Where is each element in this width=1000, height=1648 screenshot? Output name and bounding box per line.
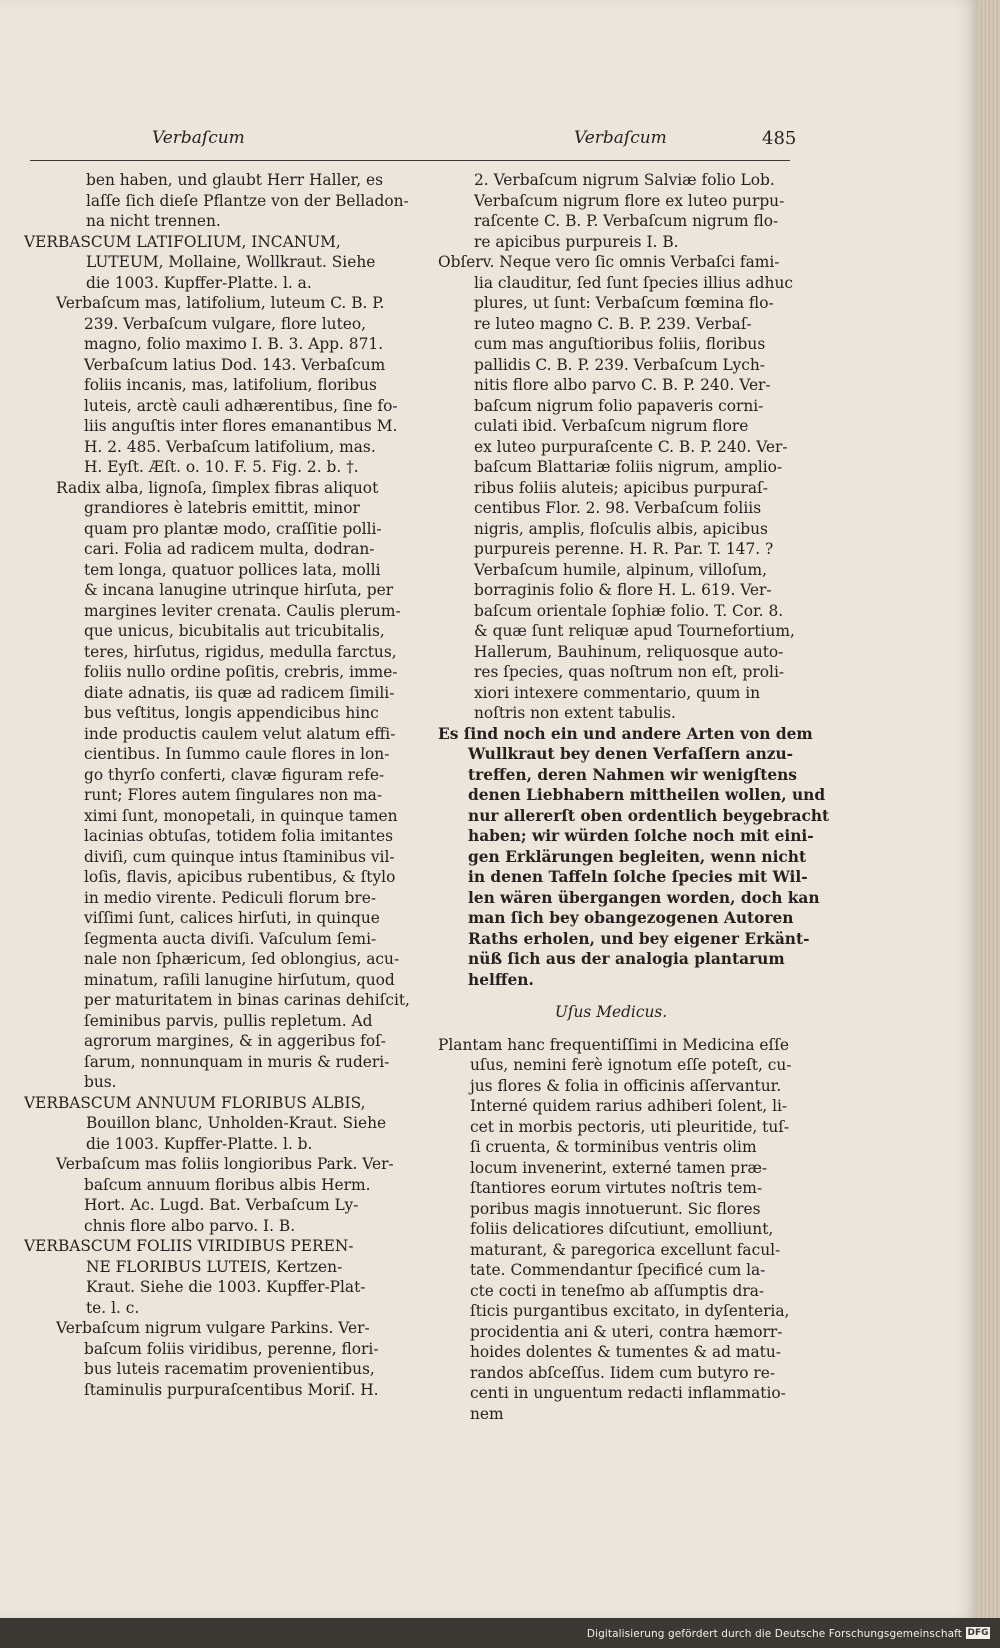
right-text-line: pallidis C. B. P. 239. Verbaſcum Lych-	[474, 355, 765, 374]
right-text-line: denen Liebhabern mittheilen wollen, und	[468, 786, 826, 804]
left-text-line: diviſi, cum quinque intus ſtaminibus vil-	[84, 847, 395, 866]
left-text-line: die 1003. Kupffer-Platte. l. a.	[86, 273, 312, 292]
left-text-line: liis anguſtis inter flores emanantibus M.	[84, 417, 398, 435]
left-text-line: margines leviter crenata. Caulis plerum-	[84, 601, 401, 620]
left-text-line: minatum, raſili lanugine hirſutum, quod	[84, 970, 395, 989]
right-text-line: baſcum nigrum folio papaveris corni-	[474, 396, 764, 415]
right-text-line: jus flores & folia in officinis aſſervantur.	[470, 1076, 782, 1095]
right-text-line: cet in morbis pectoris, uti pleuritide, tuſ-	[470, 1117, 790, 1136]
right-text-line: Plantam hanc frequentiſſimi in Medicina eſſe	[438, 1035, 790, 1054]
right-text-line: poribus magis innotuerunt. Sic flores	[470, 1199, 761, 1218]
right-text-line: in denen Taffeln ſolche ſpecies mit Wil-	[468, 868, 808, 886]
right-text-line: baſcum Blattariæ foliis nigrum, amplio-	[474, 458, 783, 476]
right-text-line: gen Erklärungen begleiten, wenn nicht	[468, 847, 807, 866]
left-text-line: laſſe ſich dieſe Pflantze von der Belladon-	[86, 191, 409, 210]
left-text-line: que unicus, bicubitalis aut tricubitalis,	[84, 622, 385, 640]
right-text-line: ſtantiores eorum virtutes noſtris tem-	[470, 1179, 763, 1197]
left-text-line: viſſimi ſunt, calices hirſuti, in quinque	[84, 909, 380, 927]
right-text-line: man ſich bey obangezogenen Autoren	[468, 909, 794, 927]
right-text-line: uſus, nemini ferè ignotum eſſe poteſt, cu-	[470, 1056, 792, 1074]
right-column	[438, 170, 830, 1424]
left-text-line: lacinias obtuſas, totidem folia imitantes	[84, 827, 393, 845]
left-text-line: inde productis caulem velut alatum effi-	[84, 724, 396, 743]
right-text-line: tate. Commendantur ſpecificé cum la-	[470, 1261, 766, 1279]
right-text-line: hoides dolentes & tumentes & ad matu-	[470, 1343, 781, 1361]
right-text-line: len wären übergangen worden, doch kan	[468, 888, 820, 907]
left-text-line: agrorum margines, & in aggeribus foſ-	[84, 1032, 387, 1050]
right-text-line	[438, 990, 784, 1002]
left-text-line: diate adnatis, iis quæ ad radicem ſimili-	[84, 683, 395, 702]
left-text-line: NE FLORIBUS LUTEIS, Kertzen-	[86, 1257, 343, 1276]
left-text-line: ſtaminulis purpuraſcentibus Moriſ. H.	[84, 1380, 379, 1399]
left-text-line: Verbaſcum mas, latifolium, luteum C. B. P.	[56, 294, 385, 312]
left-text-line: loſis, flavis, apicibus rubentibus, & ſtylo	[84, 868, 396, 886]
right-text-line: Es ſind noch ein und andere Arten von dem	[438, 724, 813, 743]
right-text-line: culati ibid. Verbaſcum nigrum flore	[474, 417, 749, 435]
right-text-line: res ſpecies, quas noſtrum non eſt, proli-	[474, 663, 785, 681]
left-text-line: Kraut. Siehe die 1003. Kupffer-Plat-	[86, 1278, 366, 1296]
left-text-line: foliis nullo ordine poſitis, crebris, imme-	[84, 663, 398, 681]
right-text-line: plures, ut ſunt: Verbaſcum fœmina flo-	[474, 294, 774, 312]
right-text-line: nitis flore albo parvo C. B. P. 240. Ver-	[474, 376, 771, 394]
left-text-line: 239. Verbaſcum vulgare, flore luteo,	[84, 314, 367, 333]
right-text-line: raſcente C. B. P. Verbaſcum nigrum flo-	[474, 212, 779, 230]
digitization-credit: Digitalisierung gefördert durch die Deutsche Forschungsgemeinschaft	[586, 1628, 962, 1640]
right-text-line: Verbaſcum humile, alpinum, villoſum,	[474, 560, 767, 579]
left-text-line: quam pro plantæ modo, craſſitie polli-	[84, 519, 382, 538]
page-edge-stack	[978, 0, 1000, 1618]
running-head-center: Verbaſcum	[574, 128, 667, 148]
left-text-line: ximi ſunt, monopetali, in quinque tamen	[84, 806, 398, 825]
right-text-line: Obſerv. Neque vero ſic omnis Verbaſci fami-	[438, 253, 780, 271]
left-text-line: nale non ſphæricum, ſed oblongius, acu-	[84, 950, 400, 968]
right-text-line: nigris, amplis, floſculis albis, apicibus	[474, 519, 768, 538]
right-text-line: & quæ ſunt reliquæ apud Tournefortium,	[474, 622, 795, 640]
left-text-line: tem longa, quatuor pollices lata, molli	[84, 560, 381, 579]
left-text-line: na nicht trennen.	[86, 212, 221, 230]
right-text-line: xiori intexere commentario, quum in	[474, 683, 761, 702]
right-text-line: ex luteo purpuraſcente C. B. P. 240. Ver-	[474, 437, 788, 456]
right-text-line: 2. Verbaſcum nigrum Salviæ folio Lob.	[474, 171, 775, 189]
right-text-line: nüß ſich aus der analogia plantarum	[468, 950, 785, 968]
right-text-line: re apicibus purpureis I. B.	[474, 232, 679, 251]
right-text-line: centi in unguentum redacti inflammatio-	[470, 1384, 786, 1402]
left-text-line: teres, hirſutus, rigidus, medulla farctus,	[84, 642, 397, 661]
left-text-line: ſeminibus parvis, pullis repletum. Ad	[84, 1011, 373, 1030]
right-text-line: haben; wir würden ſolche noch mit eini-	[468, 827, 814, 845]
running-head-left: Verbaſcum	[152, 128, 245, 148]
left-text-line: luteis, arctè cauli adhærentibus, ſine fo-	[84, 396, 398, 415]
left-text-line: ſarum, nonnunquam in muris & ruderi-	[84, 1052, 390, 1071]
left-text-line: Verbaſcum mas foliis longioribus Park. Ver-	[56, 1155, 394, 1173]
left-text-line: runt; Flores autem ſingulares non ma-	[84, 786, 383, 804]
left-text-line: cientibus. In ſummo caule flores in lon-	[84, 745, 390, 763]
right-text-line: Raths erholen, und bey eigener Erkänt-	[468, 929, 810, 948]
left-column	[24, 170, 410, 1400]
right-text-line: helffen.	[468, 970, 534, 989]
left-text-line: magno, folio maximo I. B. 3. App. 871.	[84, 335, 384, 353]
right-text-line: Verbaſcum nigrum flore ex luteo purpu-	[474, 191, 785, 210]
right-text-line: lia clauditur, ſed ſunt ſpecies illius adhuc	[474, 273, 793, 292]
right-text-line: ſi cruenta, & torminibus ventris olim	[470, 1138, 757, 1156]
right-text-line: Wullkraut bey denen Verfaſſern anzu-	[468, 745, 794, 763]
right-text-line: cum mas anguſtioribus foliis, floribus	[474, 335, 766, 353]
right-text-line: Interné quidem rarius adhiberi ſolent, li-	[470, 1097, 788, 1115]
right-text-line: Uſus Medicus.	[554, 1003, 668, 1021]
left-text-line: Verbaſcum latius Dod. 143. Verbaſcum	[84, 355, 386, 374]
right-text-line: treffen, deren Nahmen wir wenigſtens	[468, 765, 797, 784]
right-text-line: noſtris non extent tabulis.	[474, 704, 676, 722]
right-text-line: foliis delicatiores diſcutiunt, emolliunt,	[470, 1220, 774, 1238]
left-text-line: ben haben, und glaubt Herr Haller, es	[86, 171, 384, 189]
left-text-line: Bouillon blanc, Unholden-Kraut. Siehe	[86, 1114, 387, 1132]
left-text-line: baſcum annuum floribus albis Herm.	[84, 1175, 371, 1194]
left-text-line: ſegmenta aucta diviſi. Vaſculum ſemi-	[84, 929, 377, 948]
left-text-line: VERBASCUM LATIFOLIUM, INCANUM,	[24, 232, 341, 251]
right-text-line: ribus foliis aluteis; apicibus purpuraſ-	[474, 478, 768, 497]
header-rule	[30, 160, 790, 161]
left-text-line: grandiores è latebris emittit, minor	[84, 499, 360, 517]
left-text-line: Verbaſcum nigrum vulgare Parkins. Ver-	[56, 1319, 370, 1337]
right-text-line: purpureis perenne. H. R. Par. T. 147. ?	[474, 540, 774, 558]
left-text-line: baſcum foliis viridibus, perenne, flori-	[84, 1339, 379, 1358]
left-text-line: & incana lanugine utrinque hirſuta, per	[84, 581, 394, 599]
left-text-line: in medio virente. Pediculi florum bre-	[84, 888, 377, 907]
right-text-line: re luteo magno C. B. P. 239. Verbaſ-	[474, 314, 752, 333]
right-text-line: centibus Flor. 2. 98. Verbaſcum foliis	[474, 499, 762, 517]
right-text-line: ſticis purgantibus excitato, in dyſenteria,	[470, 1302, 790, 1320]
right-text-line: Hallerum, Bauhinum, reliquosque auto-	[474, 642, 784, 661]
left-text-line: go thyrſo conferti, clavæ figuram refe-	[84, 765, 385, 784]
left-text-line: VERBASCUM ANNUUM FLORIBUS ALBIS,	[24, 1093, 366, 1112]
right-text-line: randos abſceſſus. Iidem cum butyro re-	[470, 1363, 776, 1382]
left-text-line: H. Eyſt. Æſt. o. 10. F. 5. Fig. 2. b. †.	[84, 458, 359, 476]
left-text-line: chnis flore albo parvo. I. B.	[84, 1216, 296, 1235]
right-text-line: nem	[470, 1404, 504, 1423]
right-text-line: locum invenerint, externé tamen præ-	[470, 1158, 768, 1177]
right-text-line	[438, 1023, 784, 1035]
left-text-line: bus veſtitus, longis appendicibus hinc	[84, 704, 379, 722]
left-text-line: Radix alba, lignoſa, ſimplex fibras aliquot	[56, 478, 379, 497]
right-text-line: maturant, & paregorica excellunt facul-	[470, 1240, 781, 1259]
left-text-line: bus luteis racematim provenientibus,	[84, 1360, 375, 1378]
left-text-line: per maturitatem in binas carinas dehiſcit,	[84, 991, 410, 1009]
left-text-line: foliis incanis, mas, latifolium, floribus	[84, 376, 377, 394]
left-text-line: Hort. Ac. Lugd. Bat. Verbaſcum Ly-	[84, 1196, 359, 1214]
dfg-logo: DFG	[967, 1628, 989, 1638]
right-text-line: procidentia ani & uteri, contra hæmorr-	[470, 1322, 783, 1341]
right-text-line: baſcum orientale ſophiæ folio. T. Cor. 8.	[474, 601, 784, 620]
left-text-line: die 1003. Kupffer-Platte. l. b.	[86, 1134, 313, 1153]
left-text-line: LUTEUM, Mollaine, Wollkraut. Siehe	[86, 253, 376, 271]
left-text-line: cari. Folia ad radicem multa, dodran-	[84, 540, 375, 558]
left-text-line: H. 2. 485. Verbaſcum latifolium, mas.	[84, 437, 376, 456]
left-text-line: bus.	[84, 1073, 117, 1091]
right-text-line: borraginis folio & flore H. L. 619. Ver-	[474, 581, 772, 599]
left-text-line: te. l. c.	[86, 1298, 140, 1317]
right-text-line: cte cocti in teneſmo ab aſſumptis dra-	[470, 1281, 765, 1300]
right-text-line: nur allererſt oben ordentlich beygebracht	[468, 806, 830, 825]
left-text-line: VERBASCUM FOLIIS VIRIDIBUS PEREN-	[24, 1237, 354, 1255]
page-number: 485	[762, 128, 797, 149]
